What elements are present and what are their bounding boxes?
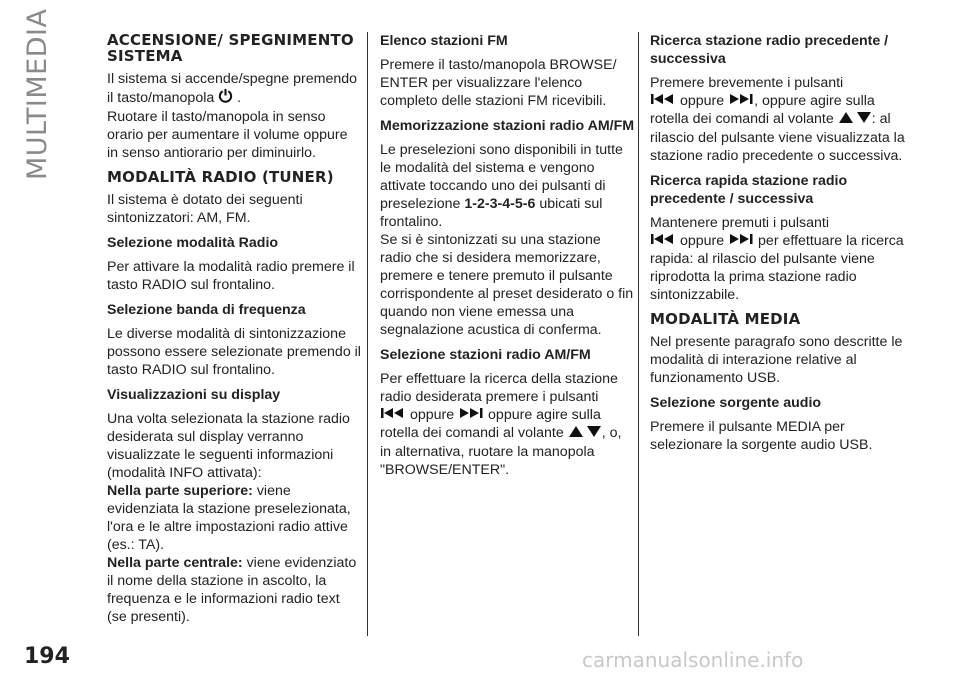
text-select-or: oppure [409, 407, 455, 423]
section-title: MULTIMEDIA [22, 8, 53, 180]
heading-radio: MODALITÀ RADIO (TUNER) [107, 168, 334, 186]
next-track-icon [728, 232, 754, 250]
paragraph-select-mode: Per attivare la modalità radio premere il tasto RADIO sul frontalino. [107, 259, 355, 293]
previous-track-icon [650, 232, 676, 250]
paragraph-fm-list: Premere il tasto/manopola BROWSE/ ENTER per visualizzare l'elenco completo delle stazioni FM ricevibili. [380, 57, 617, 109]
text-seek-or: oppure [679, 93, 725, 109]
text-power-2: Ruotare il tasto/manopola in senso orario per aumentare il volume oppure in senso antiorario per diminuirlo. [107, 109, 348, 161]
text-seek-c: : al rilascio del pulsante viene visualizzata la stazione radio precedente o successiva. [650, 111, 905, 164]
previous-track-icon [380, 406, 406, 424]
label-top: Nella parte superiore: [107, 483, 253, 499]
paragraph-radio: Il sistema è dotato dei seguenti sintonizzatori: AM, FM. [107, 192, 303, 226]
text-store-1b: ubicati sul frontalino. [380, 196, 603, 230]
previous-track-icon [650, 92, 676, 110]
text-power-1b: . [237, 89, 242, 106]
heading-fm-list: Elenco stazioni FM [380, 33, 508, 49]
next-track-icon [728, 92, 754, 110]
paragraph-band: Le diverse modalità di sintonizzazione possono essere selezionate premendo il tasto RADIO sul frontalino. [107, 326, 361, 378]
text-top: viene evidenziata la stazione preselezionata, l'ora e le altre impostazioni radio attive (es.: TA). [107, 483, 351, 553]
page-number: 194 [24, 644, 70, 669]
arrow-up-down-icon [838, 111, 872, 129]
label-center: Nella parte centrale: [107, 555, 243, 571]
heading-seek: Ricerca stazione radio precedente / successiva [650, 33, 889, 67]
text-select-b: oppure agire sulla rotella dei comandi al volante [380, 407, 601, 442]
heading-media: MODALITÀ MEDIA [650, 309, 801, 328]
section-sidebar [22, 8, 62, 180]
paragraph-select [380, 370, 635, 479]
text-display: Una volta selezionata la stazione radio desiderata sul display verranno visualizzate le seguenti informazioni (modalità INFO attivata): [107, 411, 350, 481]
text-seek-a: Premere brevemente i pulsanti [650, 75, 844, 91]
paragraph-media: Nel presente paragrafo sono descritte le modalità di interazione relative al funzionamento USB. [650, 333, 903, 386]
arrow-up-down-icon [568, 425, 602, 443]
paragraph-display [107, 410, 362, 626]
paragraph-power-1 [107, 70, 362, 162]
next-track-icon [458, 406, 484, 424]
paragraph-seek [650, 74, 905, 165]
column-3 [650, 32, 905, 461]
column-2 [380, 32, 635, 486]
text-select-a: Per effettuare la ricerca della stazione radio desiderata premere i pulsanti [380, 371, 618, 405]
text-fast-b: per effettuare la ricerca rapida: al rilascio del pulsante viene riprodotta la prima stazione radio sintonizzabile. [650, 232, 904, 303]
text-seek-b: , oppure agire sulla rotella dei comandi al volante [650, 93, 875, 128]
power-icon [218, 88, 233, 108]
heading-store: Memorizzazione stazioni radio AM/FM [380, 118, 635, 134]
heading-power: ACCENSIONE/ SPEGNIMENTO SISTEMA [107, 31, 354, 65]
text-power-1a: Il sistema si accende/spegne premendo il tasto/manopola [107, 71, 357, 106]
preset-buttons-label: 1-2-3-4-5-6 [464, 196, 536, 212]
column-1 [107, 32, 362, 633]
paragraph-fast-seek [650, 214, 905, 304]
column-divider-1 [367, 32, 368, 636]
paragraph-store [380, 141, 635, 339]
watermark: carmanualsonline.info [582, 648, 804, 672]
heading-fast-seek: Ricerca rapida stazione radio precedente / successiva [650, 172, 848, 207]
text-fast-a: Mantenere premuti i pulsanti [650, 214, 830, 231]
column-divider-2 [638, 32, 639, 636]
heading-source: Selezione sorgente audio [650, 394, 822, 411]
heading-select: Selezione stazioni radio AM/FM [380, 347, 591, 363]
heading-display: Visualizzazioni su display [107, 387, 281, 403]
text-select-c: , o, in alternativa, ruotare la manopola "BROWSE/ENTER". [380, 425, 622, 478]
text-store-2: Se si è sintonizzati su una stazione radio che si desidera memorizzare, premere e tenere premuto il pulsante corrispondente al preset desiderato o fin quando non viene emessa una segnalazione acustica di conferma. [380, 232, 634, 338]
heading-select-mode: Selezione modalità Radio [107, 235, 279, 251]
text-center: viene evidenziato il nome della stazione in ascolto, la frequenza e le informazioni radio text (se presenti). [107, 555, 357, 625]
text-fast-or: oppure [679, 232, 725, 249]
heading-band: Selezione banda di frequenza [107, 302, 306, 318]
text-store-1a: Le preselezioni sono disponibili in tutte le modalità del sistema e vengono attivate toccando uno dei pulsanti di preselezione [380, 142, 623, 212]
paragraph-source: Premere il pulsante MEDIA per selezionare la sorgente audio USB. [650, 418, 873, 453]
